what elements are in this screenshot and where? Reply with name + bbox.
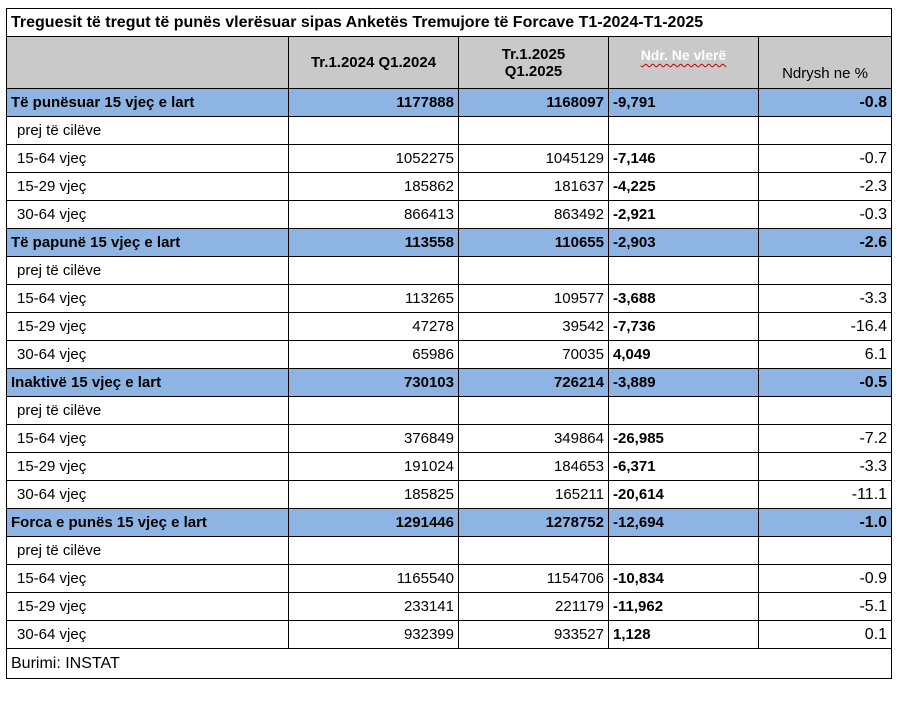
table-row [7, 425, 892, 453]
value-q1-2025: 1045129 [459, 145, 609, 173]
section-row [7, 229, 892, 257]
table-row [7, 313, 892, 341]
table-container [6, 8, 891, 679]
value-q1-2024: 932399 [289, 621, 459, 649]
value-q1-2025: 1154706 [459, 565, 609, 593]
value-q1-2024: 730103 [289, 369, 459, 397]
value-q1-2025 [459, 397, 609, 425]
value-q1-2025: 349864 [459, 425, 609, 453]
value-q1-2024 [289, 257, 459, 285]
row-label: 30-64 vjeç [7, 481, 289, 509]
value-q1-2024: 1052275 [289, 145, 459, 173]
value-q1-2025 [459, 117, 609, 145]
change-value: -7,736 [609, 313, 759, 341]
table-row [7, 481, 892, 509]
value-q1-2024: 113265 [289, 285, 459, 313]
table-row [7, 593, 892, 621]
value-q1-2024: 47278 [289, 313, 459, 341]
change-percent: -2.6 [759, 229, 892, 257]
row-label: prej të cilëve [7, 537, 289, 565]
change-value [609, 117, 759, 145]
change-value: 4,049 [609, 341, 759, 369]
change-percent: -1.0 [759, 509, 892, 537]
subheading-row [7, 117, 892, 145]
change-value: -10,834 [609, 565, 759, 593]
change-percent: -3.3 [759, 285, 892, 313]
subheading-row [7, 537, 892, 565]
change-value: -20,614 [609, 481, 759, 509]
row-label: prej të cilëve [7, 257, 289, 285]
section-row [7, 369, 892, 397]
change-percent: -0.9 [759, 565, 892, 593]
value-q1-2025 [459, 537, 609, 565]
row-label: 30-64 vjeç [7, 341, 289, 369]
value-q1-2024: 1165540 [289, 565, 459, 593]
value-q1-2025: 181637 [459, 173, 609, 201]
table-row [7, 173, 892, 201]
change-percent: -7.2 [759, 425, 892, 453]
change-value: -7,146 [609, 145, 759, 173]
section-row [7, 89, 892, 117]
row-label: prej të cilëve [7, 117, 289, 145]
value-q1-2025: 110655 [459, 229, 609, 257]
row-label: Të punësuar 15 vjeç e lart [7, 89, 289, 117]
change-percent: -3.3 [759, 453, 892, 481]
header-empty [7, 37, 289, 89]
value-q1-2024: 1291446 [289, 509, 459, 537]
value-q1-2024: 376849 [289, 425, 459, 453]
change-percent [759, 117, 892, 145]
change-percent: -16.4 [759, 313, 892, 341]
row-label: 15-29 vjeç [7, 173, 289, 201]
change-value: -3,688 [609, 285, 759, 313]
value-q1-2024: 113558 [289, 229, 459, 257]
value-q1-2025 [459, 257, 609, 285]
header-q1-2025 [459, 37, 609, 89]
value-q1-2025: 109577 [459, 285, 609, 313]
value-q1-2024: 65986 [289, 341, 459, 369]
change-value: -2,921 [609, 201, 759, 229]
table-row [7, 145, 892, 173]
change-value: -12,694 [609, 509, 759, 537]
row-label: 15-29 vjeç [7, 593, 289, 621]
change-percent: -0.5 [759, 369, 892, 397]
change-value: -26,985 [609, 425, 759, 453]
change-percent [759, 397, 892, 425]
row-label: 30-64 vjeç [7, 201, 289, 229]
change-percent [759, 537, 892, 565]
value-q1-2024: 866413 [289, 201, 459, 229]
change-value: -9,791 [609, 89, 759, 117]
change-value: -3,889 [609, 369, 759, 397]
row-label: 15-64 vjeç [7, 285, 289, 313]
change-percent: -11.1 [759, 481, 892, 509]
row-label: Forca e punës 15 vjeç e lart [7, 509, 289, 537]
value-q1-2024: 191024 [289, 453, 459, 481]
change-percent: 6.1 [759, 341, 892, 369]
header-q1-2025-line1: Tr.1.2025 [501, 45, 566, 63]
value-q1-2024 [289, 397, 459, 425]
table-row [7, 341, 892, 369]
value-q1-2024 [289, 117, 459, 145]
change-value: -6,371 [609, 453, 759, 481]
header-change-percent: Ndrysh ne % [759, 37, 892, 89]
source-row [7, 649, 892, 679]
value-q1-2024: 185825 [289, 481, 459, 509]
change-value: -11,962 [609, 593, 759, 621]
value-q1-2025: 1278752 [459, 509, 609, 537]
change-percent: -0.3 [759, 201, 892, 229]
change-value [609, 257, 759, 285]
change-percent: 0.1 [759, 621, 892, 649]
change-value: -4,225 [609, 173, 759, 201]
change-value: -2,903 [609, 229, 759, 257]
table-title: Treguesit të tregut të punës vlerësuar sipas Anketës Tremujore të Forcave T1-2024-T1-2025 [7, 9, 892, 37]
section-row [7, 509, 892, 537]
change-percent: -5.1 [759, 593, 892, 621]
labor-market-table [6, 8, 892, 679]
row-label: 15-29 vjeç [7, 313, 289, 341]
row-label: 30-64 vjeç [7, 621, 289, 649]
change-percent: -0.8 [759, 89, 892, 117]
change-value [609, 537, 759, 565]
row-label: 15-64 vjeç [7, 565, 289, 593]
subheading-row [7, 397, 892, 425]
title-row [7, 9, 892, 37]
value-q1-2024: 185862 [289, 173, 459, 201]
header-q1-2025-line2: Q1.2025 [504, 62, 563, 80]
change-percent [759, 257, 892, 285]
value-q1-2024 [289, 537, 459, 565]
table-row [7, 621, 892, 649]
value-q1-2024: 1177888 [289, 89, 459, 117]
value-q1-2025: 165211 [459, 481, 609, 509]
subheading-row [7, 257, 892, 285]
change-percent: -0.7 [759, 145, 892, 173]
value-q1-2024: 233141 [289, 593, 459, 621]
value-q1-2025: 726214 [459, 369, 609, 397]
row-label: 15-29 vjeç [7, 453, 289, 481]
table-row [7, 201, 892, 229]
row-label: Inaktivë 15 vjeç e lart [7, 369, 289, 397]
value-q1-2025: 70035 [459, 341, 609, 369]
table-row [7, 285, 892, 313]
header-q1-2024: Tr.1.2024 Q1.2024 [289, 37, 459, 89]
change-value: 1,128 [609, 621, 759, 649]
source-note: Burimi: INSTAT [7, 649, 892, 679]
value-q1-2025: 184653 [459, 453, 609, 481]
change-value [609, 397, 759, 425]
value-q1-2025: 933527 [459, 621, 609, 649]
change-percent: -2.3 [759, 173, 892, 201]
value-q1-2025: 39542 [459, 313, 609, 341]
header-row [7, 37, 892, 89]
value-q1-2025: 1168097 [459, 89, 609, 117]
value-q1-2025: 221179 [459, 593, 609, 621]
row-label: 15-64 vjeç [7, 145, 289, 173]
value-q1-2025: 863492 [459, 201, 609, 229]
row-label: prej të cilëve [7, 397, 289, 425]
row-label: Të papunë 15 vjeç e lart [7, 229, 289, 257]
table-row [7, 565, 892, 593]
table-row [7, 453, 892, 481]
row-label: 15-64 vjeç [7, 425, 289, 453]
header-change-value: Ndr. Ne vlerë [609, 37, 759, 89]
